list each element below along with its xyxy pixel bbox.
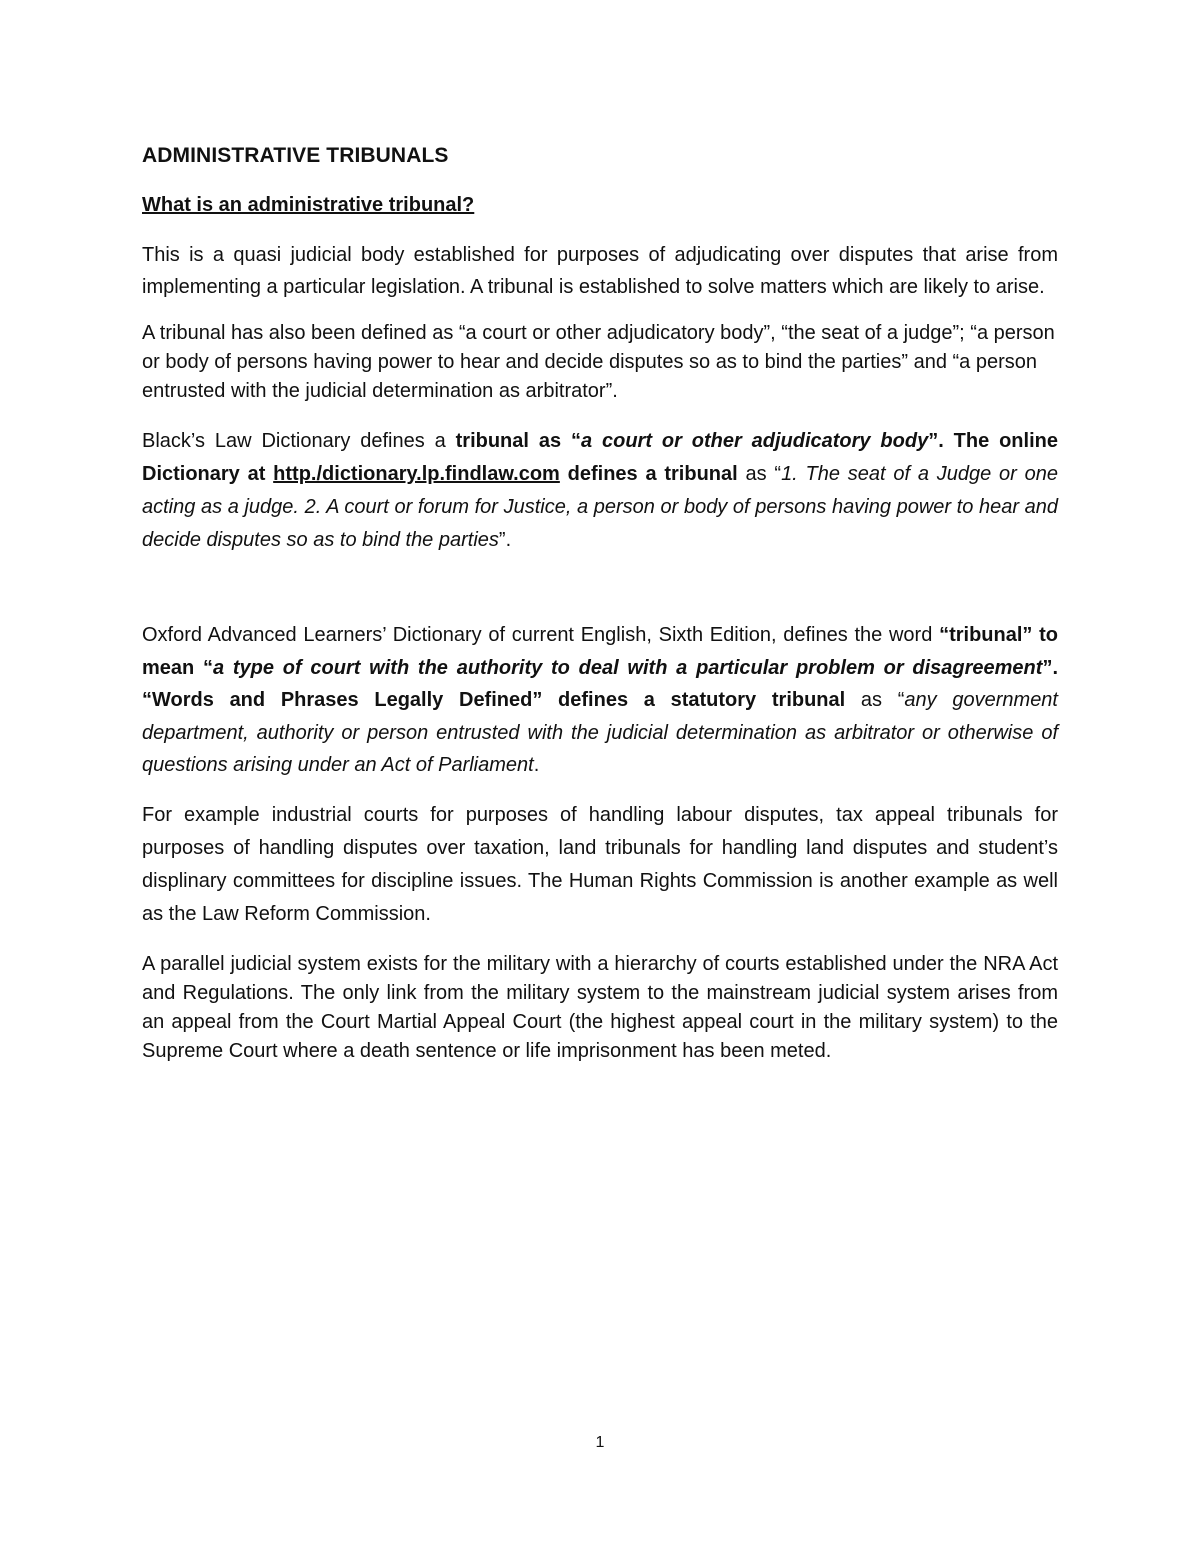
p3-span-9: ”. [498,529,512,551]
p3-span-7: as “ [737,463,782,485]
p3-span-6: defines a tribunal [559,463,738,485]
page-number: 1 [595,1434,605,1451]
p3-span-8: 1. The seat of a Judge or one acting as a judge. 2. A court or forum for Justice, a person or body of persons having power to hear and decide disputes so as to bind the parties [142,463,1058,551]
section-heading: What is an administrative tribunal? [142,194,475,216]
p4-span-4: ”. “Words and Phrases Legally Defined” defines a statutory tribunal [142,656,1058,711]
document-body [142,144,1058,1066]
p3-span-3: a court or other adjudicatory body [580,430,929,452]
paragraph-definition: This is a quasi judicial body established for purposes of adjudicating over disputes that arise from implementing a particular legislation. A tribunal is established to solve matters which are likely to arise. [142,244,1058,298]
paragraph-tribunal-defined: A tribunal has also been defined as “a court or other adjudicatory body”, “the seat of a judge”; “a person or body of persons having power to hear and decide disputes so as to bind the parties” and “a person entrusted with the judicial determination as arbitrator”. [142,322,1055,402]
findlaw-link[interactable]: http./dictionary.lp.findlaw.com [273,463,560,485]
p4-span-3: a type of court with the authority to deal with a particular problem or disagreement [213,656,1043,679]
p3-span-1: Black’s Law Dictionary defines a [142,430,456,452]
document-title: ADMINISTRATIVE TRIBUNALS [142,144,449,167]
paragraph-blacks-law [142,425,1058,557]
p3-span-4: ”. The online Dictionary at [142,430,1058,485]
p4-span-6: any government department, authority or person entrusted with the judicial determination as arbitrator or otherwise of questions arising under an Act of Parliament [142,689,1058,776]
p4-span-2: “tribunal” to mean “ [142,624,1058,679]
p4-span-5: as “ [845,689,905,711]
p4-span-1: Oxford Advanced Learners’ Dictionary of current English, Sixth Edition, defines the word [142,624,940,646]
p3-span-2: tribunal as “ [455,430,581,452]
paragraph-military: A parallel judicial system exists for the military with a hierarchy of courts established under the NRA Act and Regulations. The only link from the military system to the mainstream judicial system arises from an appeal from the Court Martial Appeal Court (the highest appeal court in the military system) to the Supreme Court where a death sentence or life imprisonment has been meted. [142,952,1058,1062]
p4-span-7: . [533,754,540,776]
paragraph-examples: For example industrial courts for purposes of handling labour disputes, tax appeal tribunals for purposes of handling disputes over taxation, land tribunals for handling land disputes and student’s displinary committees for discipline issues. The Human Rights Commission is another example as well as the Law Reform Commission. [142,803,1058,925]
paragraph-oxford [142,619,1058,782]
